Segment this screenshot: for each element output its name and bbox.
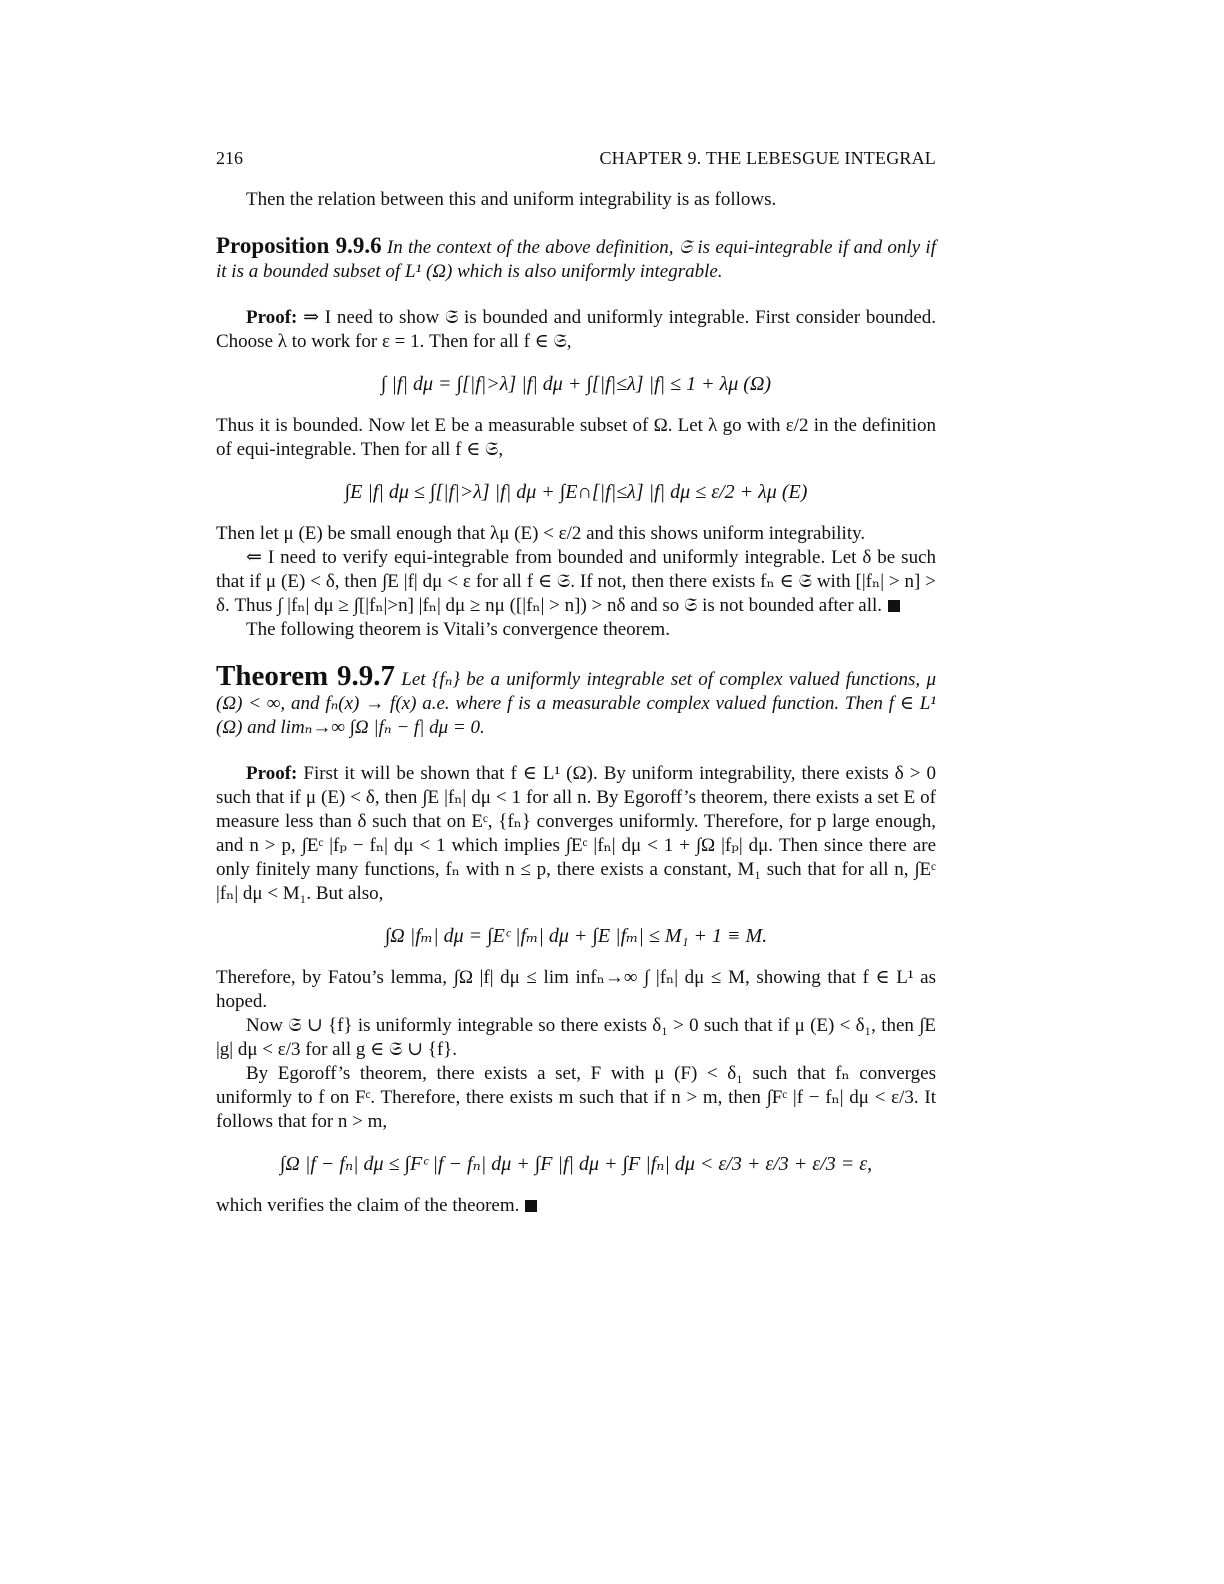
proposition-block xyxy=(216,234,936,284)
qed-square xyxy=(888,600,900,612)
intro-paragraph: Then the relation between this and uniform integrability is as follows. xyxy=(246,189,777,210)
running-header xyxy=(216,146,936,174)
proposition-title: Proposition 9.9.6 xyxy=(216,233,382,258)
proof1-text-4: ⇐ I need to verify equi-integrable from bounded and uniformly integrable. Let δ be such that if μ (E) < δ, then ∫E |f| dμ < ε for all f ∈ 𝔖. If not, then there exists fₙ ∈ 𝔖 with [|fₙ| > n] > δ. Thus ∫ |fₙ| dμ ≥ ∫[|fₙ|>n] |fₙ| dμ ≥ nμ ([|fₙ| > n]) > nδ and so 𝔖 is not bounded after all. xyxy=(216,547,936,616)
proof2-text-5: which verifies the claim of the theorem. xyxy=(216,1195,520,1216)
page xyxy=(216,146,936,1218)
proof1-paragraph-4 xyxy=(216,546,936,618)
proof2-paragraph-4: By Egoroff’s theorem, there exists a set, F with μ (F) < δ₁ such that fₙ converges uniformly to f on Fᶜ. Therefore, there exists m such that if n > m, then ∫Fᶜ |f − fₙ| dμ < ε/3. It follows that for n > m, xyxy=(216,1063,936,1132)
transition-paragraph: The following theorem is Vitali’s convergence theorem. xyxy=(246,619,670,640)
proof1-text-1: ⇒ I need to show 𝔖 is bounded and uniformly integrable. First consider bounded. Choose λ to work for ε = 1. Then for all f ∈ 𝔖, xyxy=(216,307,937,352)
proof2-equation-2: ∫Ω |f − fₙ| dμ ≤ ∫Fᶜ |f − fₙ| dμ + ∫F |f| dμ + ∫F |fₙ| dμ < ε/3 + ε/3 + ε/3 = ε, xyxy=(279,1153,873,1175)
proof2-equation-1: ∫Ω |fₘ| dμ = ∫Eᶜ |fₘ| dμ + ∫E |fₘ| ≤ M₁ + 1 ≡ M. xyxy=(384,925,768,947)
proof1-equation-2: ∫E |f| dμ ≤ ∫[|f|>λ] |f| dμ + ∫E∩[|f|≤λ] |f| dμ ≤ ε/2 + λμ (E) xyxy=(344,481,808,503)
proof2-paragraph-2: Therefore, by Fatou’s lemma, ∫Ω |f| dμ ≤ lim infₙ→∞ ∫ |fₙ| dμ ≤ M, showing that f ∈ L¹ as hoped. xyxy=(216,967,936,1012)
proof1-paragraph-3: Then let μ (E) be small enough that λμ (E) < ε/2 and this shows uniform integrability. xyxy=(216,523,866,544)
page-number: 216 xyxy=(216,148,243,168)
proof2-label: Proof: xyxy=(246,763,298,784)
proof1-paragraph-2: Thus it is bounded. Now let E be a measurable subset of Ω. Let λ go with ε/2 in the definition of equi-integrable. Then for all f ∈ 𝔖, xyxy=(216,415,936,460)
theorem-title: Theorem 9.9.7 xyxy=(216,660,395,692)
theorem-block xyxy=(216,660,936,740)
proof1-paragraph-1 xyxy=(216,306,936,354)
proof2-paragraph-1 xyxy=(216,762,936,906)
proof2-paragraph-3: Now 𝔖 ∪ {f} is uniformly integrable so there exists δ₁ > 0 such that if μ (E) < δ₁, then ∫E |g| dμ < ε/3 for all g ∈ 𝔖 ∪ {f}. xyxy=(216,1015,936,1060)
proof1-equation-1: ∫ |f| dμ = ∫[|f|>λ] |f| dμ + ∫[|f|≤λ] |f| ≤ 1 + λμ (Ω) xyxy=(380,373,772,395)
proof2-text-1: First it will be shown that f ∈ L¹ (Ω). By uniform integrability, there exists δ > 0 such that if μ (E) < δ, then ∫E |fₙ| dμ < 1 for all n. By Egoroff’s theorem, there exists a set E of measure less than δ such that on Eᶜ, {fₙ} converges uniformly. Therefore, for p large enough, and n > p, ∫Eᶜ |fₚ − fₙ| dμ < 1 which implies ∫Eᶜ |fₙ| dμ < 1 + ∫Ω |fₚ| dμ. Then since there are only finitely many functions, fₙ with n ≤ p, there exists a constant, M₁ such that for all n, ∫Eᶜ |fₙ| dμ < M₁. But also, xyxy=(216,763,937,904)
chapter-title: CHAPTER 9. THE LEBESGUE INTEGRAL xyxy=(599,148,936,168)
proposition-statement: In the context of the above definition, 𝔖 is equi-integrable if and only if it is a bounded subset of L¹ (Ω) which is also uniformly integrable. xyxy=(216,237,936,282)
proof2-paragraph-5 xyxy=(216,1194,936,1218)
qed-square xyxy=(525,1200,537,1212)
theorem-statement: Let {fₙ} be a uniformly integrable set of complex valued functions, μ (Ω) < ∞, and fₙ(x) → f(x) a.e. where f is a measurable complex valued function. Then f ∈ L¹ (Ω) and limₙ→∞ ∫Ω |fₙ − f| dμ = 0. xyxy=(216,669,936,738)
proof1-label: Proof: xyxy=(246,307,298,328)
